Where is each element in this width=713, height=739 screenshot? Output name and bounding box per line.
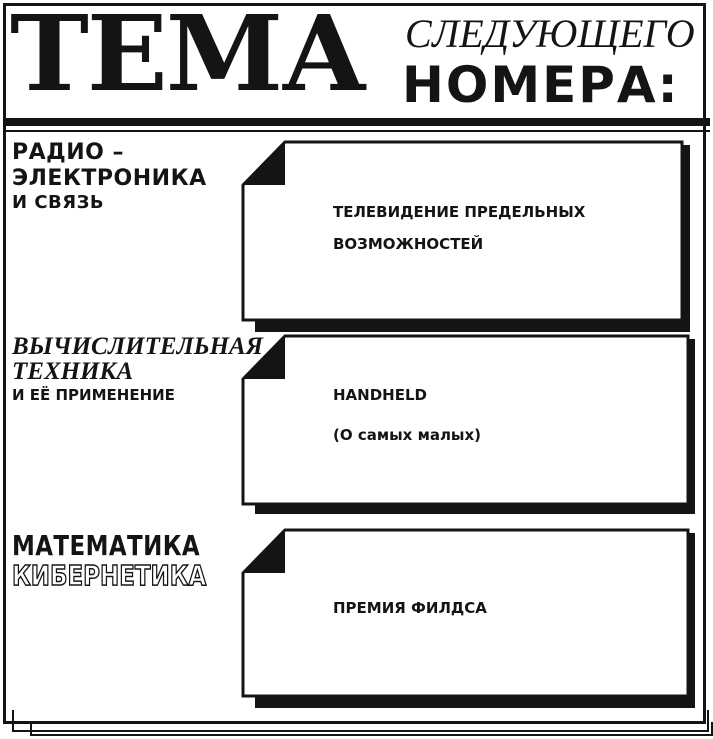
card-frame-graphic bbox=[240, 528, 695, 708]
section-heading-line2: КИБЕРНЕТИКА bbox=[12, 559, 207, 592]
topic-title-line1: ТЕЛЕВИДЕНИЕ ПРЕДЕЛЬНЫХ bbox=[333, 203, 586, 221]
topic-card-computing bbox=[240, 334, 690, 514]
topic-title-line1: ПРЕМИЯ ФИЛДСА bbox=[333, 599, 487, 617]
masthead-big-title: ТЕМА bbox=[10, 0, 366, 115]
card-frame-graphic bbox=[240, 334, 695, 514]
section-heading-line3: И ЕЁ ПРИМЕНЕНИЕ bbox=[12, 386, 175, 404]
section-heading-line1: МАТЕМАТИКА bbox=[12, 529, 201, 562]
section-heading-computing bbox=[12, 334, 263, 403]
topic-card-radio bbox=[240, 140, 690, 332]
header-rule-thin bbox=[3, 130, 710, 132]
topic-title-line2: (О самых малых) bbox=[333, 426, 482, 444]
section-heading-line1: РАДИО – bbox=[12, 140, 125, 165]
section-heading-line3: И СВЯЗЬ bbox=[12, 192, 105, 213]
topic-title-line1: HANDHELD bbox=[333, 386, 427, 404]
section-heading-line2: ТЕХНИКА bbox=[12, 358, 134, 385]
section-heading-line2: ЭЛЕКТРОНИКА bbox=[12, 166, 207, 191]
header-rule-thick bbox=[3, 118, 710, 126]
topic-title-line2: ВОЗМОЖНОСТЕЙ bbox=[333, 235, 484, 253]
masthead bbox=[10, 0, 702, 120]
topic-card-math bbox=[240, 528, 690, 708]
page-stack-edge-2 bbox=[30, 722, 713, 736]
section-heading-math bbox=[12, 529, 249, 592]
masthead-subtitle-line1: СЛЕДУЮЩЕГО bbox=[405, 11, 695, 56]
section-heading-radio bbox=[12, 142, 207, 212]
section-heading-line1: ВЫЧИСЛИТЕЛЬНАЯ bbox=[12, 333, 263, 360]
masthead-subtitle-line2: НОМЕРА: bbox=[402, 56, 680, 114]
